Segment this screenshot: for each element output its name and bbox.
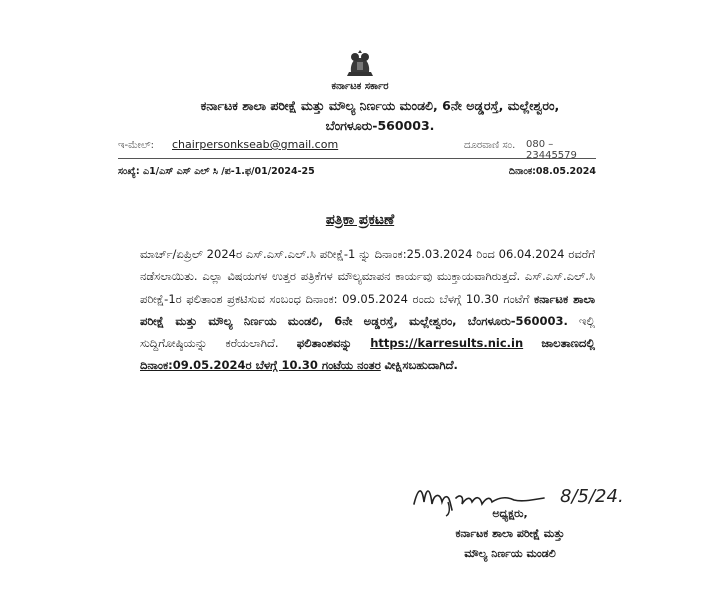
notice-body [140,243,595,377]
body-end: ವೀಕ್ಷಿಸಬಹುದಾಗಿದೆ. [384,358,458,373]
board-address [140,96,620,136]
notice-title [0,212,720,228]
notice-title-text: ಪತ್ರಿಕಾ ಪ್ರಕಟಣೆ [325,212,395,228]
signatory-block [400,504,620,564]
contact-row [118,138,600,161]
board-address-line1: ಕರ್ನಾಟಕ ಶಾಲಾ ಪರೀಕ್ಷೆ ಮತ್ತು ಮೌಲ್ಯ ನಿರ್ಣಯ ಮಂಡಲಿ, 6ನೇ ಅಡ್ಡರಸ್ತೆ, ಮಲ್ಲೇಶ್ವರಂ, [200,98,560,113]
body-underlined-datetime: ದಿನಾಂಕ:09.05.2024ರ ಬೆಳಗ್ಗೆ 10.30 ಗಂಟೆಯ ನಂತರ [140,358,381,373]
phone-label: ದೂರವಾಣಿ ಸಂ. [464,140,516,151]
body-bold-portal: ಜಾಲತಾಣದಲ್ಲಿ [541,336,596,351]
body-part1: ಮಾರ್ಚ್/ಏಪ್ರಿಲ್ 2024ರ ಎಸ್.ಎಸ್.ಎಲ್.ಸಿ ಪರೀಕ್ಷೆ-1 ನ್ನು ದಿನಾಂಕ:25.03.2024 ರಿಂದ 06.04.2024 ರವರೆಗೆ ನಡೆಸಲಾಯಿತು. ಎಲ್ಲಾ ವಿಷಯಗಳ ಉತ್ತರ ಪತ್ರಿಕೆಗಳ ಮೌಲ್ಯಮಾಪನ ಕಾರ್ಯವು ಮುಕ್ತಾಯವಾಗಿರುತ್ತದೆ. ಎಸ್.ಎಸ್.ಎಲ್.ಸಿ ಪರೀಕ್ಷೆ-1ರ ಫಲಿತಾಂಶ ಪ್ರಕಟಿಸುವ ಸಂಬಂಧ ದಿನಾಂಕ: 09.05.2024 ರಂದು ಬೆಳಗ್ಗೆ 10.30 ಗಂಟೆಗೆ [140,247,595,306]
email-label: ಇ-ಮೇಲ್: [118,140,154,151]
reference-number: ಸಂಖ್ಯೆ: ಎ1/ಎಸ್ ಎಸ್ ಎಲ್ ಸಿ /ಪ-1.ಫ/01/2024-25 [118,166,315,177]
signatory-org-line1: ಕರ್ನಾಟಕ ಶಾಲಾ ಪರೀಕ್ಷೆ ಮತ್ತು [455,527,565,540]
state-emblem-icon [343,50,377,78]
board-address-line2: ಬೆಂಗಳೂರು-560003. [325,118,435,133]
reference-row [118,166,596,182]
body-part2: ಇಲ್ಲಿ ಸುದ್ದಿಗೋಷ್ಠಿಯನ್ನು ಕರೆಯಲಾಗಿದೆ. [140,313,596,351]
svg-text:8/5/24.: 8/5/24. [560,486,624,507]
signatory-org-line2: ಮೌಲ್ಯ ನಿರ್ಣಯ ಮಂಡಲಿ [464,547,556,560]
body-bold-results: ಫಲಿತಾಂಶವನ್ನು [296,336,352,351]
signatory-designation: ಅಧ್ಯಕ್ಷರು, [492,507,528,520]
body-bold-address: ಕರ್ನಾಟಕ ಶಾಲಾ ಪರೀಕ್ಷೆ ಮತ್ತು ಮೌಲ್ಯ ನಿರ್ಣಯ ಮಂಡಲಿ, 6ನೇ ಅಡ್ಡರಸ್ತೆ, ಮಲ್ಲೇಶ್ವರಂ, ಬೆಂಗಳೂರು-560003. [140,291,596,328]
email-link[interactable]: chairpersonkseab@gmail.com [172,138,339,151]
government-name: ಕರ್ನಾಟಕ ಸರ್ಕಾರ [331,81,389,92]
phone-number: 080 – 23445579 [526,139,577,161]
letter-date: ದಿನಾಂಕ:08.05.2024 [508,166,596,177]
header-divider [118,158,596,159]
results-website-link[interactable]: https://karresults.nic.in [370,336,524,351]
